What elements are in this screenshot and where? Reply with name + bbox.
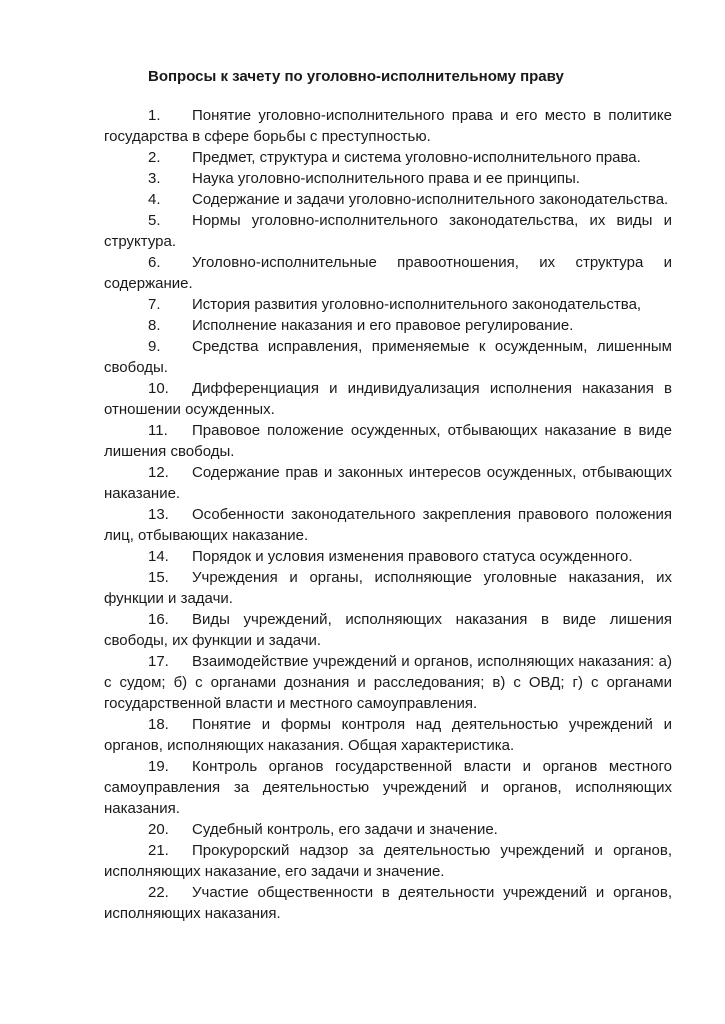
list-item xyxy=(104,882,672,924)
item-text: Контроль органов государственной власти и органов местного самоуправления за деятельностью учреждений и органов, исполняющих наказания. xyxy=(104,758,672,817)
item-text: Предмет, структура и система уголовно-исполнительного права. xyxy=(192,149,641,166)
item-number: 14. xyxy=(148,548,169,565)
question-list xyxy=(104,105,672,924)
item-text: Содержание прав и законных интересов осужденных, отбывающих наказание. xyxy=(104,464,672,502)
item-number: 22. xyxy=(148,884,169,901)
item-text: Нормы уголовно-исполнительного законодательства, их виды и структура. xyxy=(104,212,672,250)
list-item xyxy=(104,756,672,819)
item-number: 12. xyxy=(148,464,169,481)
list-item xyxy=(104,252,672,294)
list-item xyxy=(104,714,672,756)
item-text: Участие общественности в деятельности учреждений и органов, исполняющих наказания. xyxy=(104,884,672,922)
list-item xyxy=(104,336,672,378)
item-text: Виды учреждений, исполняющих наказания в виде лишения свободы, их функции и задачи. xyxy=(104,611,672,649)
list-item xyxy=(104,294,672,315)
item-number: 10. xyxy=(148,380,169,397)
item-text: Исполнение наказания и его правовое регулирование. xyxy=(192,317,574,334)
item-number: 17. xyxy=(148,653,169,670)
list-item xyxy=(104,462,672,504)
item-text: Понятие уголовно-исполнительного права и его место в политике государства в сфере борьбы с преступностью. xyxy=(104,107,672,145)
list-item xyxy=(104,189,672,210)
item-text: Дифференциация и индивидуализация исполнения наказания в отношении осужденных. xyxy=(104,380,672,418)
item-number: 11. xyxy=(148,422,168,439)
item-number: 13. xyxy=(148,506,169,523)
item-number: 9. xyxy=(148,338,161,355)
item-number: 21. xyxy=(148,842,169,859)
list-item xyxy=(104,567,672,609)
item-text: История развития уголовно-исполнительного законодательства, xyxy=(192,296,642,313)
item-number: 16. xyxy=(148,611,169,628)
item-number: 19. xyxy=(148,758,169,775)
item-text: Средства исправления, применяемые к осужденным, лишенным свободы. xyxy=(104,338,672,376)
list-item xyxy=(104,147,672,168)
list-item xyxy=(104,168,672,189)
list-item xyxy=(104,819,672,840)
list-item xyxy=(104,378,672,420)
item-number: 2. xyxy=(148,149,161,166)
list-item xyxy=(104,840,672,882)
list-item xyxy=(104,315,672,336)
item-text: Порядок и условия изменения правового статуса осужденного. xyxy=(192,548,633,565)
list-item xyxy=(104,651,672,714)
item-text: Наука уголовно-исполнительного права и ее принципы. xyxy=(192,170,580,187)
item-text: Судебный контроль, его задачи и значение. xyxy=(192,821,498,838)
list-item xyxy=(104,420,672,462)
item-text: Особенности законодательного закрепления правового положения лиц, отбывающих наказание. xyxy=(104,506,672,544)
list-item xyxy=(104,105,672,147)
list-item xyxy=(104,504,672,546)
item-number: 20. xyxy=(148,821,169,838)
document-title: Вопросы к зачету по уголовно-исполнительному праву xyxy=(148,68,564,85)
item-number: 7. xyxy=(148,296,161,313)
item-number: 5. xyxy=(148,212,161,229)
item-text: Взаимодействие учреждений и органов, исполняющих наказания: а) с судом; б) с органами дознания и расследования; в) с ОВД; г) с органами государственной власти и местного самоуправления. xyxy=(104,653,672,712)
item-number: 4. xyxy=(148,191,161,208)
item-number: 18. xyxy=(148,716,169,733)
item-text: Содержание и задачи уголовно-исполнительного законодательства. xyxy=(192,191,669,208)
item-text: Уголовно-исполнительные правоотношения, их структура и содержание. xyxy=(104,254,672,292)
item-number: 8. xyxy=(148,317,161,334)
item-text: Прокурорский надзор за деятельностью учреждений и органов, исполняющих наказание, его задачи и значение. xyxy=(104,842,672,880)
item-text: Правовое положение осужденных, отбывающих наказание в виде лишения свободы. xyxy=(104,422,672,460)
item-number: 6. xyxy=(148,254,161,271)
item-number: 15. xyxy=(148,569,169,586)
item-text: Учреждения и органы, исполняющие уголовные наказания, их функции и задачи. xyxy=(104,569,672,607)
item-number: 3. xyxy=(148,170,161,187)
list-item xyxy=(104,210,672,252)
list-item xyxy=(104,546,672,567)
item-number: 1. xyxy=(148,107,161,124)
list-item xyxy=(104,609,672,651)
item-text: Понятие и формы контроля над деятельностью учреждений и органов, исполняющих наказания. Общая характеристика. xyxy=(104,716,672,754)
